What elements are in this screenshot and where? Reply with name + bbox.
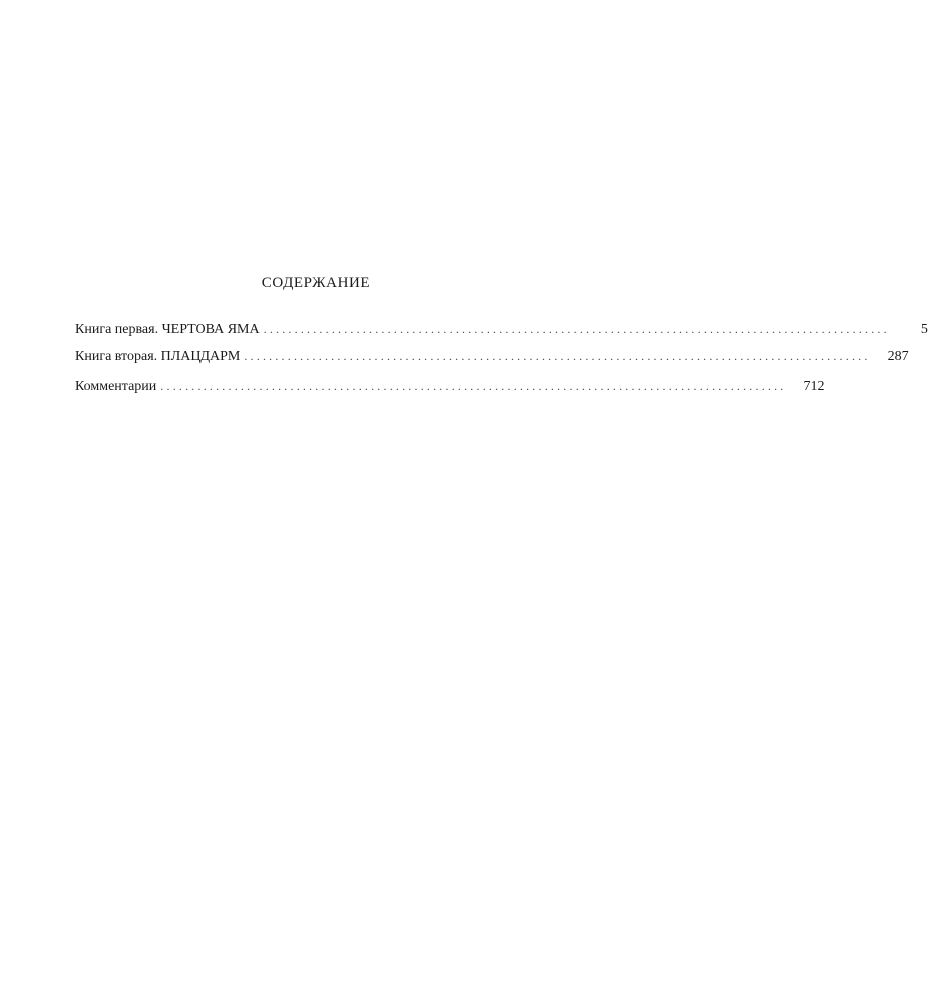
toc-entry-label: Комментарии bbox=[75, 379, 157, 394]
toc-heading: СОДЕРЖАНИЕ bbox=[261, 275, 371, 291]
toc-entry-label: Книга вторая. ПЛАЦДАРМ bbox=[75, 349, 241, 364]
toc-entry-page-number: 287 bbox=[887, 349, 909, 364]
toc-entry-page-number: 712 bbox=[803, 379, 825, 394]
table-of-contents bbox=[75, 320, 928, 404]
dot-leader: ..................................................................................................... bbox=[244, 349, 871, 363]
toc-entry-label: Книга первая. ЧЕРТОВА ЯМА bbox=[75, 322, 260, 337]
toc-entry-book-two[interactable] bbox=[75, 347, 909, 365]
toc-entry-commentary[interactable] bbox=[75, 377, 825, 395]
toc-entry-book-one[interactable] bbox=[75, 320, 928, 338]
dot-leader: ..................................................................................................... bbox=[263, 322, 890, 336]
dot-leader: ..................................................................................................... bbox=[160, 379, 787, 393]
toc-entry-page-number: 5 bbox=[920, 322, 928, 337]
